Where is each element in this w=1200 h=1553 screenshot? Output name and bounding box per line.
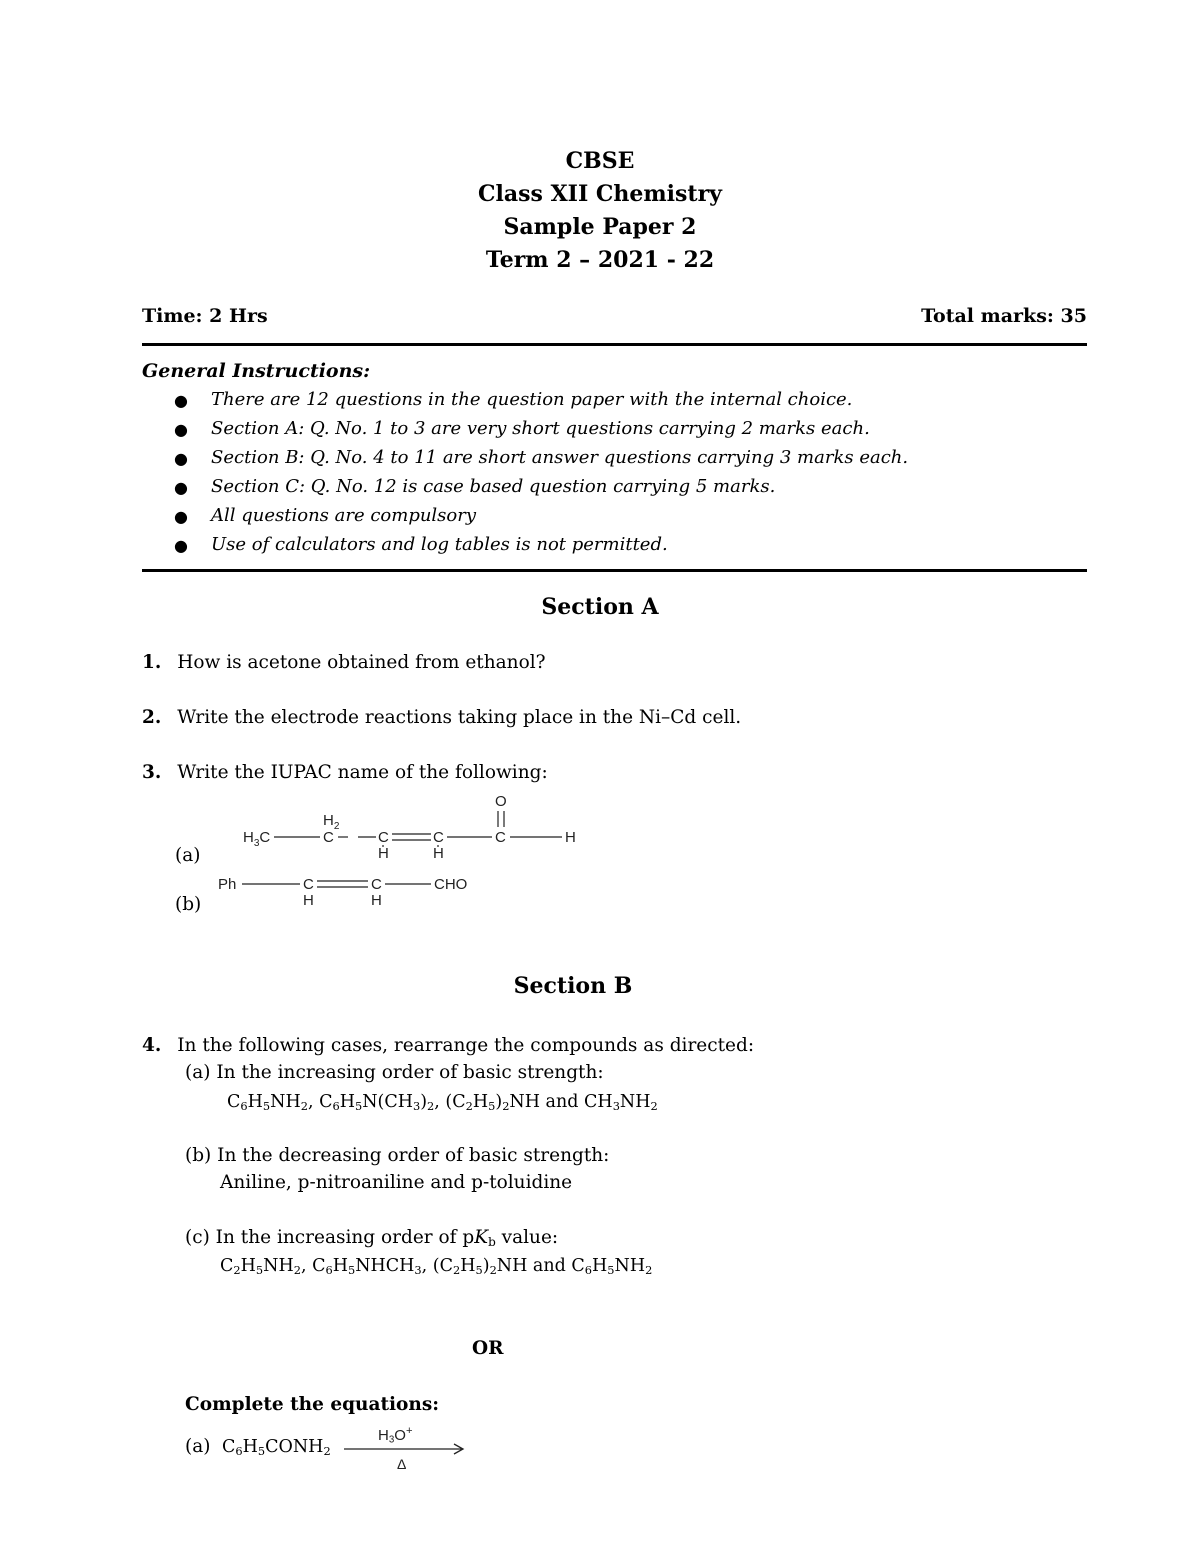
- atom-o: O: [495, 793, 507, 810]
- atom-h-c3: H: [433, 845, 444, 862]
- bullet-icon: ●: [174, 536, 188, 555]
- or-label: OR: [472, 1338, 504, 1359]
- question-number: 2.: [142, 707, 162, 728]
- atom-ph: Ph: [218, 876, 237, 893]
- instruction-item: There are 12 questions in the question paper with the internal choice.: [211, 389, 853, 410]
- atom-cho: CHO: [434, 876, 468, 893]
- instruction-item: All questions are compulsory: [211, 505, 477, 526]
- atom-h2: $H_2$: [323, 812, 340, 832]
- atom-h-c1: H: [303, 892, 314, 909]
- question-text: In the following cases, rearrange the compounds as directed:: [177, 1035, 755, 1056]
- question-1: [142, 652, 546, 673]
- structure-a-diagram: [230, 785, 590, 865]
- bullet-icon: ●: [174, 391, 188, 410]
- header-divider: [142, 343, 1087, 346]
- question-4: [142, 1035, 754, 1056]
- question-text: Write the electrode reactions taking place in the Ni–Cd cell.: [177, 707, 742, 728]
- question-3: [142, 762, 548, 783]
- bullet-icon: ●: [174, 478, 188, 497]
- atom-c3: C: [433, 829, 444, 846]
- question-number: 4.: [142, 1035, 162, 1056]
- part-c-compounds: $C_2H_5NH_2$, $C_6H_5NHCH_3$, $(C_2H_5)_2NH$ and $C_6H_5NH_2$: [220, 1256, 653, 1277]
- instruction-item: Use of calculators and log tables is not permitted.: [211, 534, 668, 555]
- part-b-label: (b) In the decreasing order of basic strength:: [185, 1145, 610, 1166]
- time-label: Time: 2 Hrs: [142, 305, 268, 327]
- bullet-icon: ●: [174, 449, 188, 468]
- complete-equations-label: Complete the equations:: [185, 1394, 440, 1415]
- atom-c2: C: [378, 829, 389, 846]
- equation-a-reactant: $C_6H_5CONH_2$: [222, 1437, 331, 1458]
- question-number: 3.: [142, 762, 162, 783]
- instruction-item: Section C: Q. No. 12 is case based question carrying 5 marks.: [211, 476, 776, 497]
- question-text: Write the IUPAC name of the following:: [177, 762, 548, 783]
- atom-h-c2: H: [378, 845, 389, 862]
- atom-c4: C: [495, 829, 506, 846]
- instructions-heading: General Instructions:: [142, 360, 371, 382]
- atom-h-c2: H: [371, 892, 382, 909]
- instruction-item: Section B: Q. No. 4 to 11 are short answer questions carrying 3 marks each.: [211, 447, 909, 468]
- part-c-label: (c) In the increasing order of $pK_b$ value:: [185, 1227, 559, 1249]
- question-text: How is acetone obtained from ethanol?: [177, 652, 546, 673]
- section-a-title: Section A: [541, 594, 659, 620]
- atom-c2: C: [371, 876, 382, 893]
- structure-b-diagram: [210, 870, 490, 910]
- atom-c1: C: [323, 829, 334, 846]
- bullet-icon: ●: [174, 420, 188, 439]
- part-a-label: (a) In the increasing order of basic strength:: [185, 1062, 604, 1083]
- part-b-compounds: Aniline, p-nitroaniline and p-toluidine: [220, 1172, 573, 1193]
- question-2: [142, 707, 741, 728]
- part-a-compounds: $C_6H_5NH_2$, $C_6H_5N(CH_3)_2$, $(C_2H_5)_2NH$ and $CH_3NH_2$: [227, 1092, 658, 1113]
- board-title: CBSE: [565, 148, 635, 174]
- atom-h-end: H: [565, 829, 576, 846]
- atom-c1: C: [303, 876, 314, 893]
- option-b-label: (b): [175, 894, 202, 915]
- condition-label: Δ: [397, 1456, 407, 1472]
- atom-h3c: $H_3C$: [243, 829, 271, 849]
- term-title: Term 2 – 2021 - 22: [485, 247, 715, 273]
- option-a-label: (a): [175, 845, 201, 866]
- equation-a-label: (a): [185, 1436, 211, 1457]
- instruction-item: Section A: Q. No. 1 to 3 are very short questions carrying 2 marks each.: [211, 418, 870, 439]
- section-b-title: Section B: [513, 973, 633, 999]
- reagent-label: $H_3O^+$: [378, 1425, 413, 1446]
- total-marks-label: Total marks: 35: [921, 305, 1087, 327]
- paper-title: Sample Paper 2: [503, 214, 697, 240]
- question-number: 1.: [142, 652, 162, 673]
- class-subject: Class XII Chemistry: [478, 181, 722, 207]
- reaction-arrow-icon: [344, 1442, 466, 1456]
- instructions-divider: [142, 569, 1087, 572]
- bullet-icon: ●: [174, 507, 188, 526]
